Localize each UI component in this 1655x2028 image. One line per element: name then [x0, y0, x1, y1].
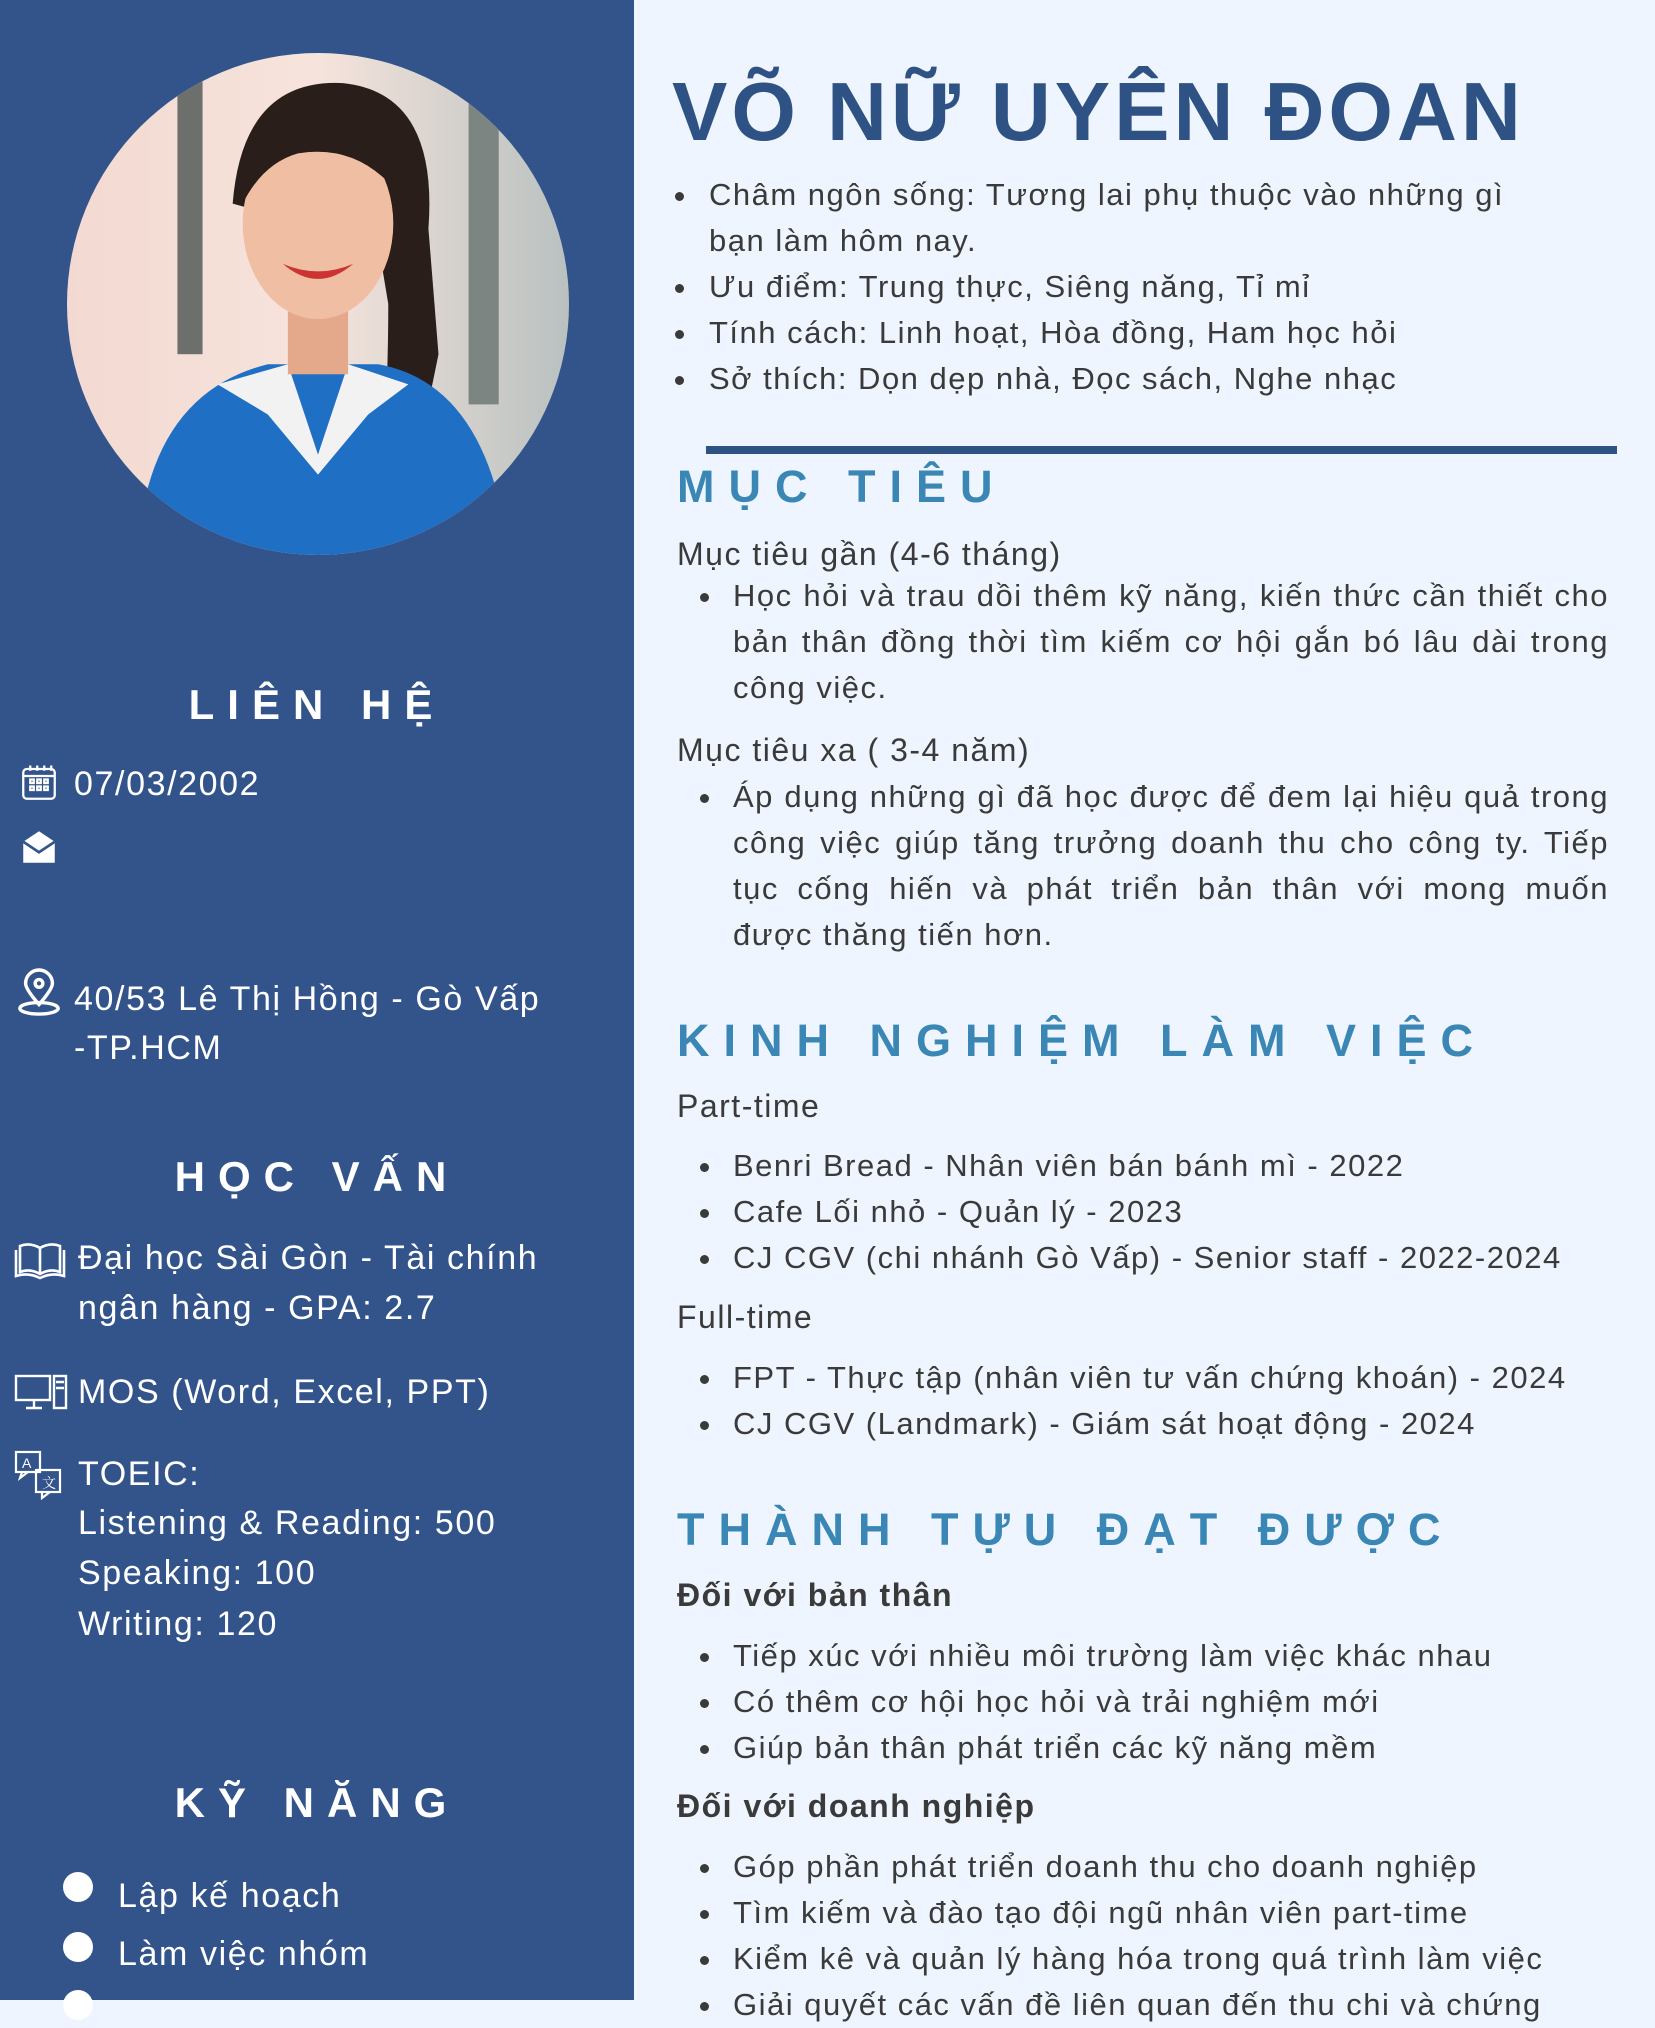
bullet — [675, 284, 684, 293]
bullet — [700, 2002, 709, 2011]
toeic-speaking: Speaking: 100 — [78, 1554, 317, 1592]
skill-bullet — [63, 1872, 93, 1902]
bullet — [700, 1745, 709, 1754]
bullet — [700, 1653, 709, 1662]
skills-heading: KỸ NĂNG — [174, 1779, 460, 1826]
email-icon — [18, 826, 60, 868]
experience-heading: KINH NGHIỆM LÀM VIỆC — [677, 1015, 1488, 1066]
sidebar — [0, 0, 634, 2000]
skill-item: Lập kế hoạch — [118, 1877, 342, 1915]
bullet — [700, 1956, 709, 1965]
self-achievement-item: Giúp bản thân phát triển các kỹ năng mềm — [733, 1730, 1378, 1765]
computer-icon — [14, 1374, 68, 1410]
parttime-item: Cafe Lối nhỏ - Quản lý - 2023 — [733, 1194, 1184, 1229]
bullet — [700, 593, 709, 602]
svg-text:A: A — [22, 1455, 32, 1471]
business-achievement-item: Giải quyết các vấn đề liên quan đến thu chi và chứng — [733, 1987, 1542, 2022]
mos-certificate: MOS (Word, Excel, PPT) — [78, 1373, 491, 1411]
strengths: Ưu điểm: Trung thực, Siêng năng, Tỉ mỉ — [709, 269, 1311, 304]
business-achievement-item: Tìm kiếm và đào tạo đội ngũ nhân viên part-time — [733, 1895, 1469, 1930]
hobbies: Sở thích: Dọn dẹp nhà, Đọc sách, Nghe nhạc — [709, 361, 1398, 396]
skill-bullet — [63, 1932, 93, 1962]
education-line-1: Đại học Sài Gòn - Tài chính — [78, 1239, 539, 1277]
contact-heading: LIÊN HỆ — [188, 681, 446, 728]
bullet — [675, 376, 684, 385]
self-achievements-title: Đối với bản thân — [677, 1577, 954, 1613]
self-achievement-item: Tiếp xúc với nhiều môi trường làm việc khác nhau — [733, 1638, 1493, 1673]
long-goal-title: Mục tiêu xa ( 3-4 năm) — [677, 732, 1031, 768]
bullet — [675, 192, 684, 201]
translate-icon — [14, 1450, 64, 1500]
bullet — [700, 1255, 709, 1264]
bullet — [700, 1375, 709, 1384]
bullet — [700, 794, 709, 803]
address-line-1: 40/53 Lê Thị Hồng - Gò Vấp — [74, 980, 541, 1018]
short-goal-title: Mục tiêu gần (4-6 tháng) — [677, 536, 1062, 572]
self-achievement-item: Có thêm cơ hội học hỏi và trải nghiệm mới — [733, 1684, 1380, 1719]
bullet — [675, 330, 684, 339]
business-achievement-item: Kiểm kê và quản lý hàng hóa trong quá trình làm việc — [733, 1941, 1544, 1976]
date-of-birth: 07/03/2002 — [74, 765, 261, 803]
skill-item: Làm việc nhóm — [118, 1935, 370, 1973]
location-pin-icon — [16, 968, 62, 1018]
parttime-item: CJ CGV (chi nhánh Gò Vấp) - Senior staff - 2022-2024 — [733, 1240, 1562, 1275]
business-achievements-title: Đối với doanh nghiệp — [677, 1788, 1036, 1824]
motto-line-2: bạn làm hôm nay. — [709, 223, 978, 258]
svg-text:文: 文 — [42, 1475, 56, 1491]
education-heading: HỌC VẤN — [174, 1153, 460, 1200]
bullet — [700, 1163, 709, 1172]
bullet — [700, 1699, 709, 1708]
fulltime-item: FPT - Thực tập (nhân viên tư vấn chứng khoán) - 2024 — [733, 1360, 1567, 1395]
address-line-2: -TP.HCM — [74, 1029, 223, 1067]
book-icon — [14, 1240, 66, 1280]
goals-heading: MỤC TIÊU — [677, 461, 1007, 512]
candidate-name: VÕ NỮ UYÊN ĐOAN — [672, 65, 1525, 158]
business-achievement-item: Góp phần phát triển doanh thu cho doanh nghiệp — [733, 1849, 1478, 1884]
divider — [706, 446, 1617, 454]
bullet — [700, 1209, 709, 1218]
profile-photo — [67, 53, 569, 555]
toeic-listening-reading: Listening & Reading: 500 — [78, 1504, 497, 1542]
fulltime-title: Full-time — [677, 1299, 814, 1335]
motto-line-1: Châm ngôn sống: Tương lai phụ thuộc vào những gì — [709, 177, 1505, 212]
skill-bullet — [63, 1990, 93, 2020]
education-line-2: ngân hàng - GPA: 2.7 — [78, 1289, 437, 1327]
personality: Tính cách: Linh hoạt, Hòa đồng, Ham học hỏi — [709, 315, 1398, 350]
bullet — [700, 1910, 709, 1919]
parttime-item: Benri Bread - Nhân viên bán bánh mì - 2022 — [733, 1148, 1405, 1183]
achievements-heading: THÀNH TỰU ĐẠT ĐƯỢC — [677, 1504, 1455, 1555]
short-goal-text: Học hỏi và trau dồi thêm kỹ năng, kiến thức cần thiết cho bản thân đồng thời tìm kiếm cơ hội gắn bó lâu dài trong công việc. — [733, 578, 1609, 705]
parttime-title: Part-time — [677, 1088, 821, 1124]
bullet — [700, 1864, 709, 1873]
bullet — [700, 1421, 709, 1430]
toeic-label: TOEIC: — [78, 1455, 201, 1493]
long-goal-text: Áp dụng những gì đã học được để đem lại hiệu quả trong công việc giúp tăng trưởng doanh thu cho công ty. Tiếp tục cống hiến và phát triển bản thân với mong muốn được thăng tiến hơn. — [733, 779, 1609, 952]
calendar-icon — [18, 762, 60, 804]
toeic-writing: Writing: 120 — [78, 1605, 278, 1643]
fulltime-item: CJ CGV (Landmark) - Giám sát hoạt động - 2024 — [733, 1406, 1476, 1441]
